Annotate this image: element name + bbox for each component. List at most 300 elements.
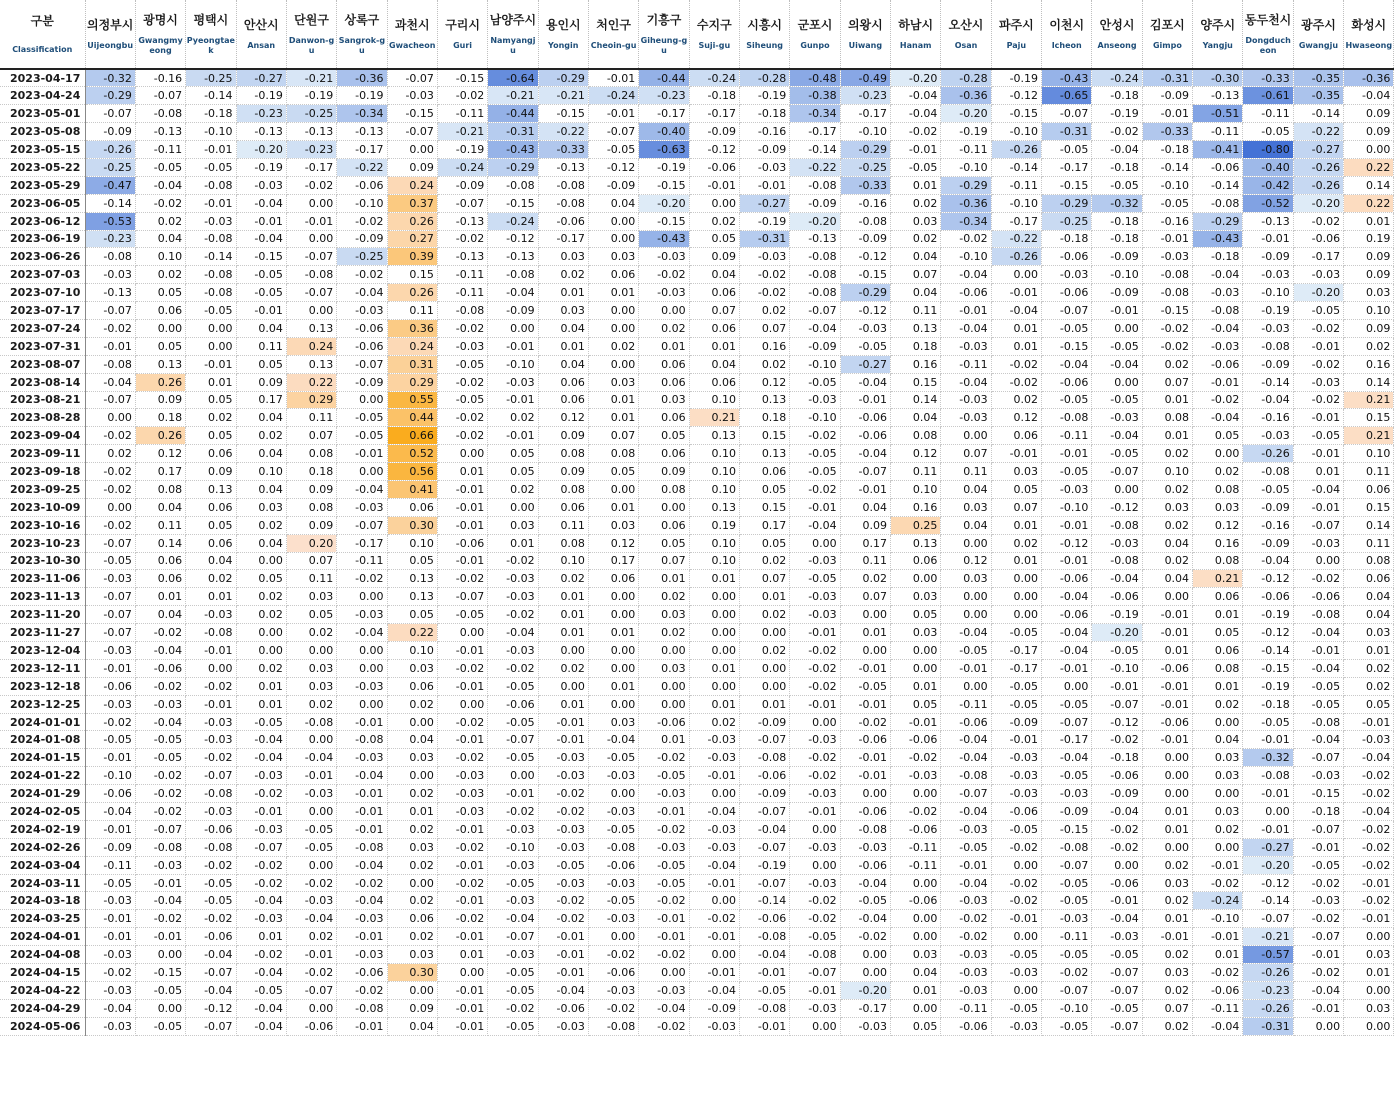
column-label-ko: 시흥시 [747, 17, 783, 32]
heat-cell: -0.02 [1344, 892, 1394, 910]
heat-cell: -0.19 [941, 123, 991, 141]
heat-cell: 0.00 [1092, 856, 1142, 874]
heat-cell: -0.04 [85, 803, 135, 821]
heat-cell: -0.05 [1293, 302, 1343, 320]
heat-cell: 0.00 [186, 319, 236, 337]
heat-cell: 0.14 [891, 391, 941, 409]
heat-cell: -0.23 [840, 87, 890, 105]
heat-cell: -0.04 [135, 642, 185, 660]
row-date-label: 2024-01-29 [0, 785, 85, 803]
heat-cell: 0.14 [1344, 516, 1394, 534]
heat-cell: -0.14 [1243, 892, 1293, 910]
heat-cell: -0.03 [588, 910, 638, 928]
heat-cell: -0.04 [236, 194, 286, 212]
heat-cell: -0.03 [186, 713, 236, 731]
heat-cell: -0.29 [538, 69, 588, 87]
heat-cell: -0.02 [790, 910, 840, 928]
column-label-en: Uiwang [848, 40, 883, 50]
heat-cell: -0.26 [991, 141, 1041, 159]
heat-cell: 0.02 [1344, 677, 1394, 695]
row-date-label: 2024-01-08 [0, 731, 85, 749]
column-label-ko: 과천시 [394, 17, 430, 32]
column-label-ko: 오산시 [948, 17, 984, 32]
heat-cell: 0.04 [1142, 570, 1192, 588]
table-row [0, 606, 1394, 624]
heat-cell: -0.03 [1293, 534, 1343, 552]
heat-cell: 0.24 [387, 176, 437, 194]
heat-cell: -0.13 [236, 123, 286, 141]
heat-cell: -0.31 [1142, 69, 1192, 87]
heat-cell: -0.12 [1092, 713, 1142, 731]
heat-cell: 0.00 [1193, 713, 1243, 731]
heat-cell: 0.26 [135, 427, 185, 445]
heat-cell: -0.03 [991, 749, 1041, 767]
row-date-label: 2024-05-06 [0, 1017, 85, 1035]
heat-cell: -0.05 [840, 337, 890, 355]
heat-cell: -0.07 [941, 785, 991, 803]
heat-cell: -0.05 [437, 355, 487, 373]
heat-cell: -0.03 [437, 337, 487, 355]
heat-cell: -0.11 [1042, 928, 1092, 946]
heat-cell: -0.10 [1092, 659, 1142, 677]
heat-cell: -0.06 [840, 803, 890, 821]
heat-cell: 0.24 [286, 337, 336, 355]
heat-cell: 0.02 [236, 588, 286, 606]
heat-cell: -0.03 [790, 838, 840, 856]
heat-cell: -0.07 [1092, 463, 1142, 481]
heat-cell: 0.06 [689, 284, 739, 302]
heat-cell: 0.08 [1193, 659, 1243, 677]
heat-cell: -0.08 [790, 248, 840, 266]
heat-cell: 0.02 [286, 928, 336, 946]
heat-cell: -0.07 [1293, 820, 1343, 838]
column-header-uijeongbu [85, 0, 135, 69]
heat-cell: -0.01 [437, 928, 487, 946]
heat-cell: -0.01 [840, 480, 890, 498]
heat-cell: 0.06 [1344, 480, 1394, 498]
heat-cell: 0.01 [689, 659, 739, 677]
table-row [0, 141, 1394, 159]
heat-cell: -0.05 [639, 767, 689, 785]
heat-cell: -0.13 [437, 212, 487, 230]
row-date-label: 2023-05-01 [0, 105, 85, 123]
heat-cell: 0.00 [236, 552, 286, 570]
heat-cell: -0.03 [85, 570, 135, 588]
heat-cell: -0.23 [639, 87, 689, 105]
heat-cell: -0.01 [891, 141, 941, 159]
heat-cell: 0.04 [891, 964, 941, 982]
heat-cell: 0.01 [991, 516, 1041, 534]
heat-cell: -0.03 [488, 570, 538, 588]
heat-cell: -0.04 [840, 874, 890, 892]
heat-cell: 0.00 [991, 570, 1041, 588]
column-label-ko: 단원구 [294, 12, 329, 27]
heat-cell: 0.09 [236, 373, 286, 391]
heat-cell: -0.02 [991, 373, 1041, 391]
heat-cell: -0.10 [941, 158, 991, 176]
heat-cell: -0.33 [538, 141, 588, 159]
heat-cell: 0.08 [538, 445, 588, 463]
heat-cell: -0.06 [1243, 588, 1293, 606]
heat-cell: -0.11 [337, 552, 387, 570]
heat-cell: -0.07 [437, 194, 487, 212]
heat-cell: -0.12 [1092, 498, 1142, 516]
heat-cell: -0.09 [588, 176, 638, 194]
heat-cell: 0.02 [840, 570, 890, 588]
column-label-ko: 수지구 [696, 17, 732, 32]
heat-cell: -0.01 [437, 856, 487, 874]
heat-cell: -0.01 [739, 176, 789, 194]
heat-cell: 0.10 [1142, 463, 1192, 481]
heat-cell: 0.00 [1344, 141, 1394, 159]
heat-cell: 0.01 [689, 570, 739, 588]
heat-cell: -0.09 [790, 194, 840, 212]
heat-cell: 0.04 [387, 731, 437, 749]
heat-cell: -0.06 [1193, 158, 1243, 176]
heat-cell: -0.02 [538, 785, 588, 803]
heat-cell: -0.01 [991, 910, 1041, 928]
heat-cell: -0.01 [135, 874, 185, 892]
heat-cell: -0.02 [1142, 319, 1192, 337]
heat-cell: 0.02 [1142, 892, 1192, 910]
heat-cell: 0.15 [891, 373, 941, 391]
heat-cell: -0.03 [186, 731, 236, 749]
heat-cell: 0.21 [1344, 391, 1394, 409]
heat-cell: -0.07 [1293, 749, 1343, 767]
heat-cell: -0.07 [739, 803, 789, 821]
corner-label-en: Classification [12, 44, 73, 54]
column-header-uiwang [840, 0, 890, 69]
heat-cell: -0.05 [1142, 194, 1192, 212]
heat-cell: -0.02 [991, 838, 1041, 856]
column-header-osan [941, 0, 991, 69]
heat-cell: 0.10 [1344, 302, 1394, 320]
column-label-ko: 양주시 [1200, 17, 1236, 32]
heat-cell: -0.07 [1092, 695, 1142, 713]
heat-cell: -0.04 [1344, 749, 1394, 767]
heat-cell: -0.03 [538, 749, 588, 767]
heat-cell: -0.36 [337, 69, 387, 87]
heat-cell: 0.03 [387, 659, 437, 677]
heat-cell: 0.52 [387, 445, 437, 463]
heat-cell: -0.05 [790, 463, 840, 481]
heat-cell: -0.01 [790, 981, 840, 999]
heat-cell: -0.05 [1293, 427, 1343, 445]
heat-cell: -0.06 [286, 1017, 336, 1035]
column-header-giheung-gu [639, 0, 689, 69]
heat-cell: -0.03 [941, 337, 991, 355]
heat-cell: -0.04 [991, 302, 1041, 320]
heat-cell: -0.04 [840, 373, 890, 391]
row-date-label: 2024-04-29 [0, 999, 85, 1017]
heat-cell: 0.11 [891, 463, 941, 481]
heat-cell: -0.15 [135, 964, 185, 982]
column-header-suji-gu [689, 0, 739, 69]
heat-cell: -0.04 [891, 105, 941, 123]
heat-cell: -0.07 [85, 606, 135, 624]
row-date-label: 2023-07-17 [0, 302, 85, 320]
heat-cell: -0.03 [337, 498, 387, 516]
heat-cell: 0.03 [236, 498, 286, 516]
heat-cell: -0.03 [488, 856, 538, 874]
heat-cell: -0.09 [488, 302, 538, 320]
heat-cell: -0.07 [488, 731, 538, 749]
heat-cell: 0.00 [1193, 785, 1243, 803]
heat-cell: 0.01 [991, 319, 1041, 337]
heat-cell: -0.04 [286, 910, 336, 928]
heat-cell: -0.02 [1092, 731, 1142, 749]
heat-cell: 0.11 [941, 463, 991, 481]
heat-cell: -0.41 [1193, 141, 1243, 159]
table-row [0, 785, 1394, 803]
heat-cell: -0.01 [186, 355, 236, 373]
heat-cell: -0.05 [337, 427, 387, 445]
heat-cell: -0.04 [689, 981, 739, 999]
heat-cell: 0.06 [1344, 570, 1394, 588]
heat-cell: -0.08 [790, 266, 840, 284]
heat-cell: -0.18 [739, 105, 789, 123]
heat-cell: 0.01 [186, 373, 236, 391]
heat-cell: -0.12 [186, 999, 236, 1017]
heat-cell: 0.00 [437, 624, 487, 642]
heat-cell: -0.06 [1042, 284, 1092, 302]
heat-cell: 0.03 [1344, 284, 1394, 302]
heat-cell: 0.05 [236, 355, 286, 373]
heat-cell: -0.02 [1344, 820, 1394, 838]
column-label-en: Anseong [1097, 40, 1137, 50]
row-date-label: 2023-11-13 [0, 588, 85, 606]
heat-cell: -0.08 [186, 230, 236, 248]
heat-cell: 0.15 [387, 266, 437, 284]
heat-cell: -0.02 [437, 427, 487, 445]
heat-cell: -0.05 [488, 874, 538, 892]
heat-cell: 0.07 [840, 588, 890, 606]
heat-cell: 0.04 [689, 266, 739, 284]
heat-cell: -0.03 [1293, 266, 1343, 284]
heat-cell: -0.17 [689, 105, 739, 123]
heat-cell: -0.11 [437, 266, 487, 284]
heat-cell: 0.31 [387, 355, 437, 373]
heat-cell: -0.36 [941, 194, 991, 212]
heat-cell: 0.02 [991, 534, 1041, 552]
heat-cell: -0.01 [437, 642, 487, 660]
heat-cell: 0.08 [1193, 552, 1243, 570]
heat-cell: -0.04 [790, 516, 840, 534]
row-date-label: 2024-02-19 [0, 820, 85, 838]
heat-cell: -0.34 [790, 105, 840, 123]
heat-cell: -0.19 [337, 87, 387, 105]
row-date-label: 2024-01-22 [0, 767, 85, 785]
heat-cell: -0.05 [437, 606, 487, 624]
heat-cell: -0.05 [790, 570, 840, 588]
heat-cell: 0.00 [588, 480, 638, 498]
heat-cell: 0.05 [639, 427, 689, 445]
heat-cell: -0.03 [991, 1017, 1041, 1035]
heat-cell: -0.20 [941, 105, 991, 123]
heat-cell: -0.26 [991, 248, 1041, 266]
heat-cell: 0.00 [739, 624, 789, 642]
heat-cell: 0.03 [488, 516, 538, 534]
row-date-label: 2024-04-08 [0, 946, 85, 964]
heat-cell: -0.05 [236, 713, 286, 731]
heat-cell: 0.00 [790, 820, 840, 838]
heat-cell: -0.06 [840, 409, 890, 427]
heat-cell: -0.01 [588, 69, 638, 87]
heat-cell: -0.02 [437, 659, 487, 677]
table-row [0, 892, 1394, 910]
heat-cell: 0.02 [135, 212, 185, 230]
heat-cell: -0.08 [186, 785, 236, 803]
heat-cell: -0.04 [1193, 409, 1243, 427]
heat-cell: -0.02 [1293, 910, 1343, 928]
heat-cell: 0.07 [689, 302, 739, 320]
heat-cell: 0.10 [387, 534, 437, 552]
heat-cell: -0.43 [1042, 69, 1092, 87]
heat-cell: -0.65 [1042, 87, 1092, 105]
heat-cell: -0.06 [1042, 373, 1092, 391]
heat-cell: -0.03 [488, 642, 538, 660]
column-header-anseong [1092, 0, 1142, 69]
table-row [0, 212, 1394, 230]
heat-cell: -0.04 [236, 230, 286, 248]
heat-cell: -0.02 [941, 230, 991, 248]
heat-cell: -0.51 [1193, 105, 1243, 123]
heat-cell: -0.01 [1142, 105, 1192, 123]
heat-cell: -0.06 [1092, 874, 1142, 892]
heat-cell: 0.05 [387, 552, 437, 570]
heat-cell: -0.02 [891, 123, 941, 141]
table-row [0, 319, 1394, 337]
heat-cell: 0.08 [286, 445, 336, 463]
heat-cell: 0.10 [689, 480, 739, 498]
heat-cell: 0.02 [891, 194, 941, 212]
heat-cell: -0.05 [790, 445, 840, 463]
heat-cell: 0.09 [1344, 319, 1394, 337]
heat-cell: 0.06 [135, 570, 185, 588]
heat-cell: 0.02 [1344, 337, 1394, 355]
heat-cell: -0.17 [991, 659, 1041, 677]
heat-cell: 0.00 [790, 713, 840, 731]
heat-cell: 0.00 [286, 194, 336, 212]
heat-cell: 0.02 [1142, 355, 1192, 373]
heat-cell: -0.08 [790, 946, 840, 964]
heat-cell: -0.07 [85, 534, 135, 552]
heat-cell: -0.17 [1042, 731, 1092, 749]
heat-cell: 0.06 [538, 498, 588, 516]
heat-cell: 0.02 [387, 856, 437, 874]
heat-cell: 0.04 [135, 230, 185, 248]
heat-cell: 0.00 [689, 606, 739, 624]
heat-cell: 0.01 [1142, 820, 1192, 838]
row-date-label: 2023-10-30 [0, 552, 85, 570]
heat-cell: 0.01 [1142, 910, 1192, 928]
heat-cell: -0.05 [437, 391, 487, 409]
heat-cell: 0.02 [538, 570, 588, 588]
heat-cell: -0.09 [739, 713, 789, 731]
heat-cell: -0.05 [135, 158, 185, 176]
heat-cell: 0.00 [588, 785, 638, 803]
table-row [0, 928, 1394, 946]
heat-cell: 0.00 [840, 785, 890, 803]
heat-cell: -0.17 [538, 230, 588, 248]
heat-cell: 0.05 [1344, 695, 1394, 713]
heat-cell: 0.00 [337, 391, 387, 409]
heat-cell: -0.28 [941, 69, 991, 87]
heat-cell: -0.03 [1193, 337, 1243, 355]
row-date-label: 2023-11-27 [0, 624, 85, 642]
heat-cell: 0.26 [387, 212, 437, 230]
heat-cell: 0.04 [840, 498, 890, 516]
heat-cell: -0.44 [488, 105, 538, 123]
heat-cell: -0.02 [488, 803, 538, 821]
heat-cell: 0.02 [1142, 1017, 1192, 1035]
heat-cell: -0.03 [991, 767, 1041, 785]
heat-cell: 0.02 [1142, 445, 1192, 463]
row-date-label: 2024-04-01 [0, 928, 85, 946]
heat-cell: -0.10 [337, 194, 387, 212]
heat-cell: -0.19 [1243, 677, 1293, 695]
heat-cell: -0.02 [790, 659, 840, 677]
heat-cell: -0.07 [1243, 910, 1293, 928]
heat-cell: -0.17 [790, 123, 840, 141]
heat-cell: 0.06 [639, 445, 689, 463]
heat-cell: 0.04 [538, 319, 588, 337]
heat-cell: -0.01 [1293, 642, 1343, 660]
heat-cell: 0.03 [1193, 498, 1243, 516]
heat-cell: 0.01 [387, 803, 437, 821]
heat-cell: -0.02 [437, 87, 487, 105]
heat-cell: 0.00 [135, 319, 185, 337]
column-label-en: Namyangju [490, 35, 536, 55]
heat-cell: -0.05 [588, 141, 638, 159]
heat-cell: -0.05 [488, 981, 538, 999]
heat-cell: 0.02 [1193, 463, 1243, 481]
heat-cell: -0.07 [790, 964, 840, 982]
heat-cell: 0.13 [891, 534, 941, 552]
heat-cell: 0.03 [639, 606, 689, 624]
heat-cell: -0.06 [739, 767, 789, 785]
heat-cell: -0.03 [488, 373, 538, 391]
heat-cell: 0.03 [891, 624, 941, 642]
heat-cell: 0.02 [538, 659, 588, 677]
column-label-en: Paju [1006, 40, 1027, 50]
heat-cell: 0.05 [135, 337, 185, 355]
heat-cell: -0.33 [1142, 123, 1192, 141]
heat-cell: -0.22 [991, 230, 1041, 248]
column-label-en: Siheung [746, 40, 784, 50]
heat-cell: -0.14 [739, 892, 789, 910]
heat-cell: -0.24 [437, 158, 487, 176]
heat-cell: -0.03 [337, 677, 387, 695]
heat-cell: -0.01 [186, 141, 236, 159]
heat-cell: 0.09 [538, 463, 588, 481]
heat-cell: -0.26 [1293, 158, 1343, 176]
heat-cell: -0.20 [1293, 284, 1343, 302]
row-date-label: 2024-01-01 [0, 713, 85, 731]
heat-cell: 0.02 [236, 516, 286, 534]
heat-cell: 0.00 [337, 588, 387, 606]
column-label-ko: 안산시 [243, 17, 279, 32]
heat-cell: -0.03 [941, 391, 991, 409]
heat-cell: -0.01 [85, 749, 135, 767]
heat-cell: 0.03 [1142, 964, 1192, 982]
heat-cell: -0.10 [1243, 284, 1293, 302]
heat-cell: 0.06 [639, 355, 689, 373]
heat-cell: -0.05 [1042, 892, 1092, 910]
heat-cell: -0.04 [337, 480, 387, 498]
heat-cell: 0.06 [1193, 588, 1243, 606]
heat-cell: 0.01 [236, 677, 286, 695]
